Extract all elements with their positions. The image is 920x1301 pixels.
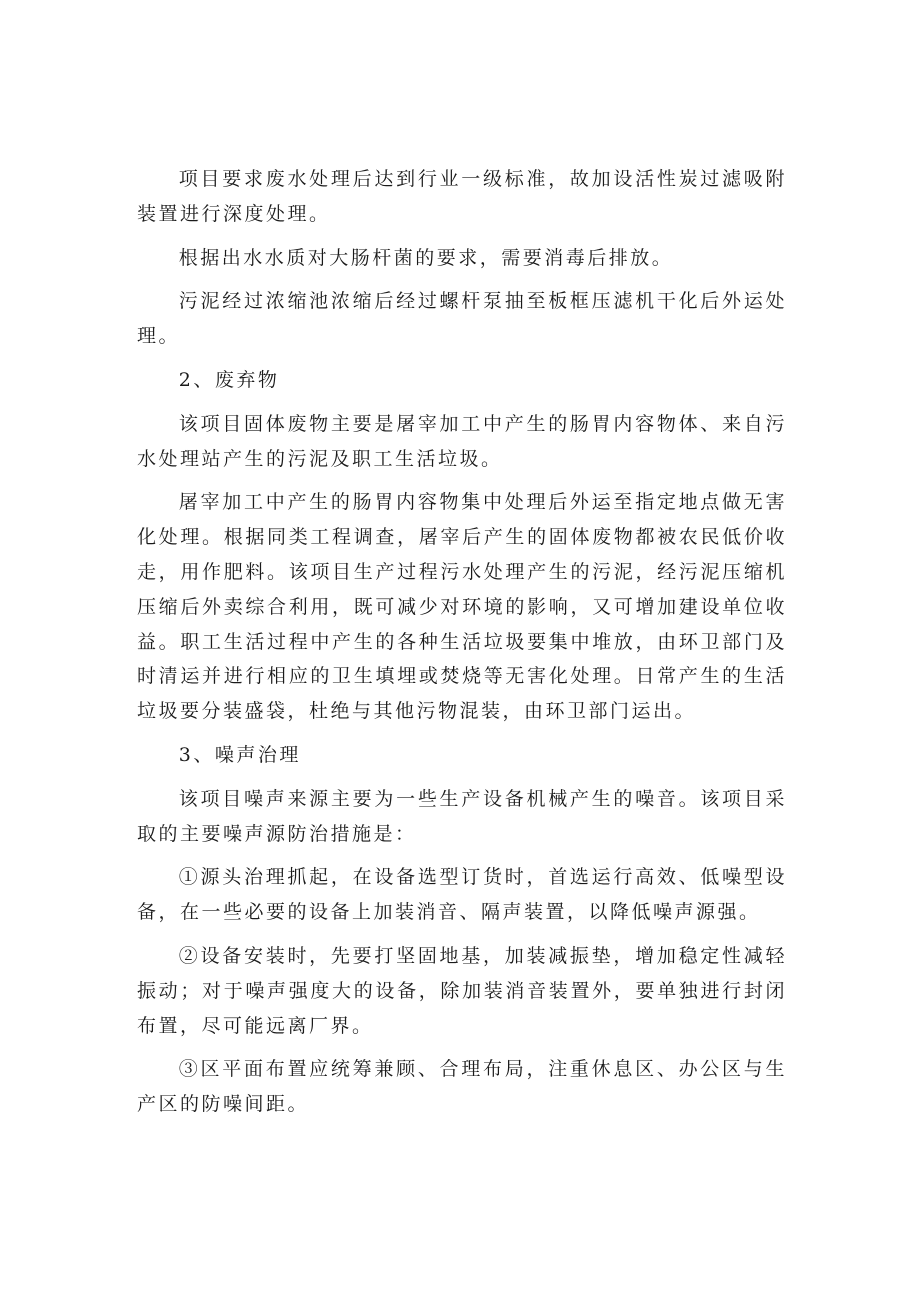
paragraph-noise-measure-3: ③区平面布置应统筹兼顾、合理布局，注重休息区、办公区与生产区的防噪间距。 bbox=[137, 1058, 787, 1116]
paragraph-wastewater-standard: 项目要求废水处理后达到行业一级标准，故加设活性炭过滤吸附装置进行深度处理。 bbox=[137, 168, 787, 225]
document-body bbox=[137, 162, 787, 1122]
paragraph-solid-waste-sources: 该项目固体废物主要是屠宰加工中产生的肠胃内容物体、来自污水处理站产生的污泥及职工生活垃圾。 bbox=[137, 412, 787, 470]
paragraph-solid-waste-treatment: 屠宰加工中产生的肠胃内容物集中处理后外运至指定地点做无害化处理。根据同类工程调查，屠宰后产生的固体废物都被农民低价收走，用作肥料。该项目生产过程污水处理产生的污泥，经污泥压缩机压缩后外卖综合利用，既可减少对环境的影响，又可增加建设单位收益。职工生活过程中产生的各种生活垃圾要集中堆放，由环卫部门及时清运并进行相应的卫生填埋或焚烧等无害化处理。日常产生的生活垃圾要分装盛袋，杜绝与其他污物混装，由环卫部门运出。 bbox=[137, 491, 787, 723]
paragraph-noise-sources: 该项目噪声来源主要为一些生产设备机械产生的噪音。该项目采取的主要噪声源防治措施是： bbox=[137, 787, 787, 845]
paragraph-sludge: 污泥经过浓缩池浓缩后经过螺杆泵抽至板框压滤机干化后外运处理。 bbox=[137, 290, 787, 348]
paragraph-disinfection: 根据出水水质对大肠杆菌的要求，需要消毒后排放。 bbox=[178, 246, 674, 269]
paragraph-noise-measure-1: ①源头治理抓起，在设备选型订货时，首选运行高效、低噪型设备，在一些必要的设备上加装消音、隔声装置，以降低噪声源强。 bbox=[137, 866, 787, 924]
section-heading-noise: 3、噪声治理 bbox=[178, 743, 301, 766]
paragraph-noise-measure-2: ②设备安装时，先要打坚固地基，加装减振垫，增加稳定性减轻振动；对于噪声强度大的设备，除加装消音装置外，要单独进行封闭布置，尽可能远离厂界。 bbox=[137, 944, 787, 1037]
section-heading-waste: 2、废弃物 bbox=[178, 368, 280, 391]
